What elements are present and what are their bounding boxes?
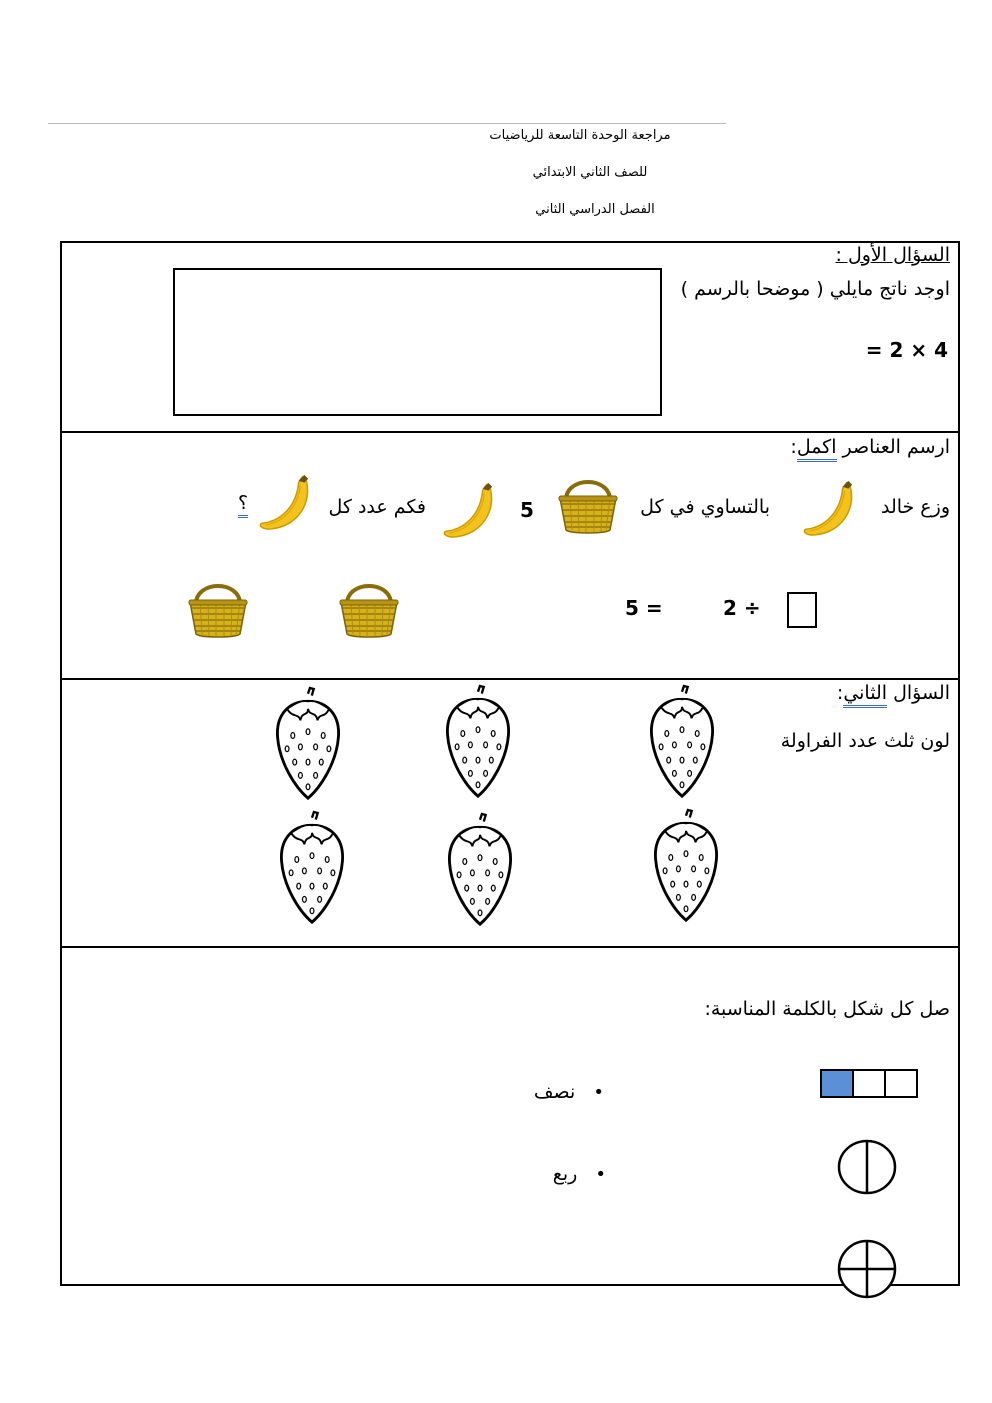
q2-text-distributed: وزع خالد [880,496,950,518]
bullet-icon: • [593,1082,604,1103]
section-divider-2 [60,678,960,680]
q2-answer-square[interactable] [787,592,817,628]
q3-title-text: السؤال [887,682,950,704]
q2-question-mark-wrap [238,492,248,514]
q3-title-colon: : [836,682,844,704]
basket-icon [337,576,401,640]
q2-divide-two: ÷ 2 [723,596,761,620]
header-semester: الفصل الدراسي الثاني [535,202,655,217]
q3-title [837,682,950,704]
strawberry-icon[interactable] [644,684,720,802]
basket-icon [186,576,250,640]
thirds-shape-icon[interactable] [820,1069,920,1099]
strawberry-icon[interactable] [440,684,516,802]
q2-equals-five: = 5 [625,596,663,620]
option-quarter[interactable] [553,1163,606,1185]
option-quarter-label: ربع [552,1163,578,1185]
option-half[interactable] [534,1081,604,1103]
top-rule [48,123,726,124]
q1-instruction: اوجد ناتج مايلي ( موضحا بالرسم ) [680,278,950,300]
q2-number-five: 5 [520,498,534,522]
q1-equation: = 2 × 4 [865,338,948,362]
quarters-circle-icon[interactable] [836,1238,898,1300]
basket-icon [556,472,620,536]
strawberry-icon[interactable] [442,812,518,930]
strawberry-icon[interactable] [274,810,350,928]
banana-icon [256,472,314,532]
q2-title-complete: اكمل [797,436,837,462]
option-half-label: نصف [533,1081,576,1103]
header-grade: للصف الثاني الابتدائي [532,165,648,180]
section-divider-1 [60,431,960,433]
q1-title: السؤال الأول : [835,244,950,266]
q2-title-colon: : [790,436,797,458]
halves-circle-icon[interactable] [836,1138,898,1196]
section-divider-3 [60,946,960,948]
q4-instruction: صل كل شكل بالكلمة المناسبة: [704,998,950,1020]
q1-answer-box[interactable] [173,268,662,416]
header-title: مراجعة الوحدة التاسعة للرياضيات [489,128,671,143]
q2-text-equally: بالتساوي في كل [640,496,770,518]
q3-title-second: الثاني [843,682,887,708]
banana-icon [440,480,498,540]
strawberry-icon[interactable] [270,686,346,804]
banana-icon [800,478,858,538]
q2-question-mark: ؟ [238,492,248,518]
page-clip [836,1300,902,1320]
strawberry-icon[interactable] [648,808,724,926]
q2-title [790,436,950,458]
bullet-icon: • [595,1164,606,1185]
q2-title-text: ارسم العناصر [836,436,950,458]
q2-text-how-many: فكم عدد كل [328,496,426,518]
q3-instruction: لون ثلث عدد الفراولة [780,730,950,752]
